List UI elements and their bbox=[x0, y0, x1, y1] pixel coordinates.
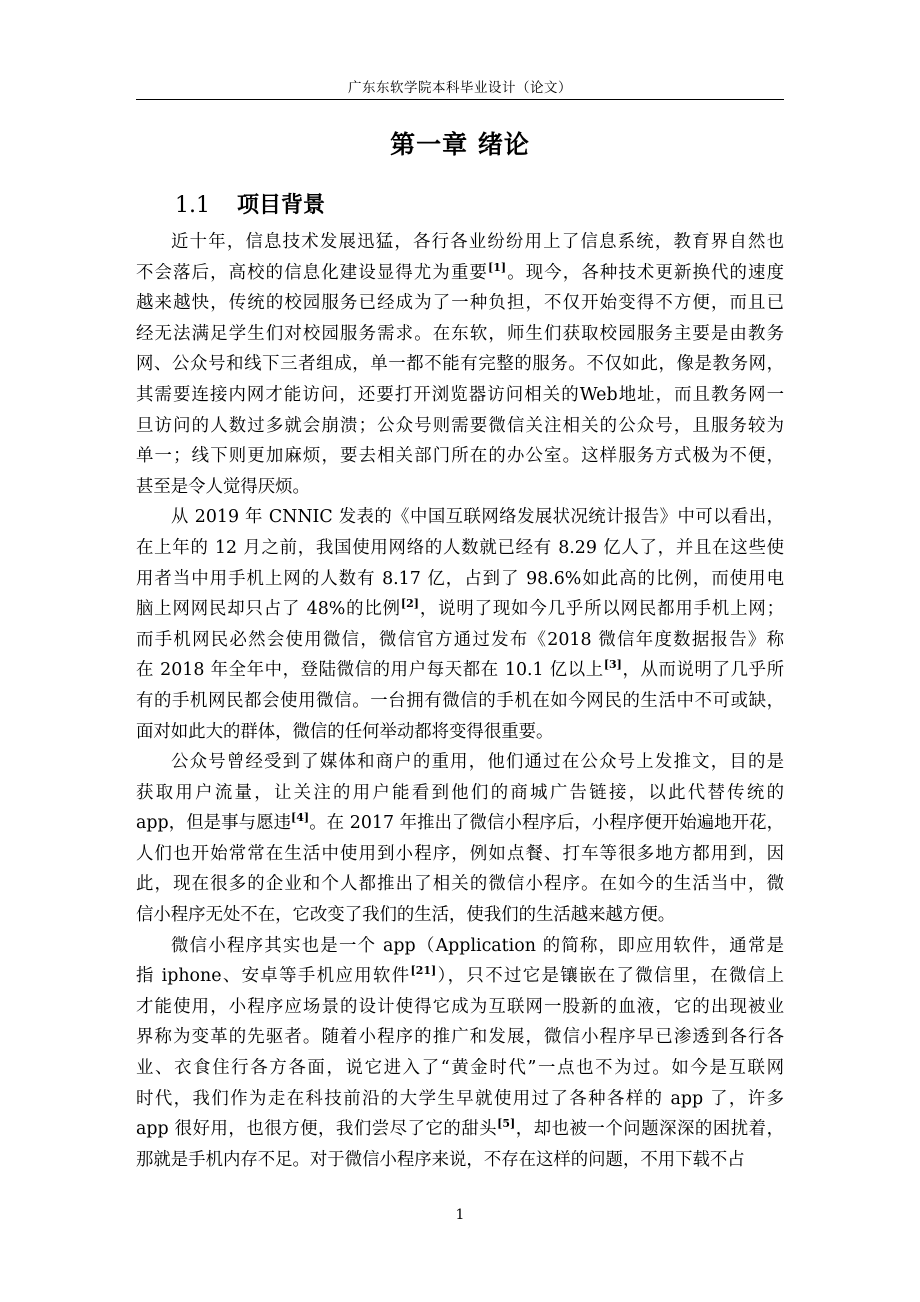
text-line bbox=[136, 411, 784, 442]
text-segment: 近十年，信息技术发展迅猛，各行各业纷纷用上了信息系统，教育界自然也 bbox=[171, 232, 784, 252]
text-segment: 甚至是令人觉得厌烦。 bbox=[136, 476, 310, 497]
paragraph bbox=[136, 502, 784, 747]
text-segment: 公众号曾经受到了媒体和商户的重用，他们通过在公众号上发推文，目的是 bbox=[171, 752, 784, 773]
text-segment: 业、衣食住行各方各面，说它进入了“黄金时代”一点也不为过。如今是互联网 bbox=[136, 1058, 784, 1079]
section-heading bbox=[175, 188, 325, 219]
text-line bbox=[136, 533, 784, 564]
text-line bbox=[136, 900, 784, 931]
text-line bbox=[136, 1022, 784, 1053]
text-segment: 。现今，各种技术更新换代的速度 bbox=[506, 262, 784, 283]
citation-ref: [1] bbox=[488, 260, 507, 274]
text-line bbox=[136, 1114, 784, 1145]
text-line bbox=[136, 227, 784, 258]
text-segment: 。在 2017 年推出了微信小程序后，小程序便开始遍地开花， bbox=[309, 813, 784, 834]
section-title: 项目背景 bbox=[237, 192, 326, 218]
citation-ref: [2] bbox=[400, 597, 419, 611]
citation-ref: [3] bbox=[603, 658, 622, 672]
text-segment: 此，现在很多的企业和个人都推出了相关的微信小程序。在如今的生活当中，微 bbox=[136, 874, 784, 895]
citation-ref: [4] bbox=[291, 811, 310, 825]
text-line bbox=[136, 625, 784, 656]
text-segment: 在 2018 年全年中，登陆微信的用户每天都在 10.1 亿以上 bbox=[136, 660, 604, 681]
text-line bbox=[136, 1053, 784, 1084]
text-segment: app，但是事与愿违 bbox=[136, 813, 292, 834]
text-line bbox=[136, 594, 784, 625]
text-line bbox=[136, 686, 784, 717]
text-line bbox=[136, 258, 784, 289]
text-line bbox=[136, 288, 784, 319]
text-segment: 旦访问的人数过多就会崩溃；公众号则需要微信关注相关的公众号，且服务较为 bbox=[136, 415, 784, 436]
text-segment: 才能使用，小程序应场景的设计使得它成为互联网一股新的血液，它的出现被业 bbox=[136, 996, 784, 1017]
text-segment: 在上年的 12 月之前，我国使用网络的人数就已经有 8.29 亿人了，并且在这些使 bbox=[136, 537, 784, 558]
text-segment: ，说明了现如今几乎所以网民都用手机上网； bbox=[418, 599, 784, 620]
text-segment: app 很好用，也很方便，我们尝尽了它的甜头 bbox=[136, 1119, 498, 1140]
page-number: 1 bbox=[455, 1207, 465, 1223]
text-segment: ，却也被一个问题深深的困扰着， bbox=[515, 1119, 784, 1140]
text-segment: 界称为变革的先驱者。随着小程序的推广和发展，微信小程序早已渗透到各行各 bbox=[136, 1027, 784, 1048]
text-line bbox=[136, 502, 784, 533]
text-segment: 其需要连接内网才能访问，还要打开浏览器访问相关的Web地址，而且教务网一 bbox=[136, 384, 784, 405]
citation-ref: [5] bbox=[497, 1117, 516, 1131]
text-line bbox=[136, 869, 784, 900]
text-segment: 从 2019 年 CNNIC 发表的《中国互联网络发展状况统计报告》中可以看出， bbox=[171, 507, 784, 528]
text-line bbox=[136, 319, 784, 350]
text-line bbox=[136, 655, 784, 686]
paragraph bbox=[136, 227, 784, 502]
page-header: 广东东软学院本科毕业设计（论文） bbox=[348, 80, 572, 96]
text-line bbox=[136, 349, 784, 380]
text-segment: 越来越快，传统的校园服务已经成为了一种负担，不仅开始变得不方便，而且已 bbox=[136, 293, 784, 314]
text-segment: 不会落后，高校的信息化建设显得尤为重要 bbox=[136, 262, 488, 283]
text-segment: 信小程序无处不在，它改变了我们的生活，使我们的生活越来越方便。 bbox=[136, 905, 676, 926]
text-segment: 人们也开始常常在生活中使用到小程序，例如点餐、打车等很多地方都用到，因 bbox=[136, 843, 784, 864]
text-segment: 用者当中用手机上网的人数有 8.17 亿，占到了 98.6%如此高的比例，而使用电 bbox=[136, 568, 784, 589]
text-segment: ），只不过它是镶嵌在了微信里，在微信上 bbox=[436, 966, 784, 987]
chapter-title: 第一章 绪论 bbox=[390, 130, 530, 159]
text-line bbox=[136, 778, 784, 809]
text-line bbox=[136, 931, 784, 962]
text-segment: 那就是手机内存不足。对于微信小程序来说，不存在这样的问题，不用下载不占 bbox=[136, 1149, 745, 1170]
text-segment: 单一；线下则更加麻烦，要去相关部门所在的办公室。这样服务方式极为不便， bbox=[136, 446, 784, 467]
text-line bbox=[136, 961, 784, 992]
text-segment: 微信小程序其实也是一个 app（Application 的简称，即应用软件，通常是 bbox=[171, 935, 784, 956]
text-line bbox=[136, 441, 784, 472]
text-segment: 而手机网民必然会使用微信，微信官方通过发布《2018 微信年度数据报告》称 bbox=[136, 629, 784, 650]
paragraph bbox=[136, 747, 784, 931]
paragraph bbox=[136, 931, 784, 1176]
text-line bbox=[136, 380, 784, 411]
text-line bbox=[136, 717, 784, 748]
text-segment: 网、公众号和线下三者组成，单一都不能有完整的服务。不仅如此，像是教务网， bbox=[136, 354, 784, 375]
text-line bbox=[136, 747, 784, 778]
header-divider bbox=[136, 99, 784, 100]
body-text bbox=[136, 227, 784, 1175]
text-segment: 时代，我们作为走在科技前沿的大学生早就使用过了各种各样的 app 了，许多 bbox=[136, 1088, 784, 1109]
text-line bbox=[136, 564, 784, 595]
text-line bbox=[136, 1084, 784, 1115]
section-number: 1.1 bbox=[175, 193, 210, 218]
text-line bbox=[136, 472, 784, 503]
text-segment: 指 iphone、安卓等手机应用软件 bbox=[136, 966, 411, 987]
text-segment: 有的手机网民都会使用微信。一台拥有微信的手机在如今网民的生活中不可或缺， bbox=[136, 690, 784, 711]
text-line bbox=[136, 808, 784, 839]
text-segment: 脑上网网民却只占了 48%的比例 bbox=[136, 599, 401, 620]
text-segment: 面对如此大的群体，微信的任何举动都将变得很重要。 bbox=[136, 721, 554, 742]
text-segment: 获取用户流量，让关注的用户能看到他们的商城广告链接，以此代替传统的 bbox=[136, 782, 784, 803]
text-segment: ，从而说明了几乎所 bbox=[621, 660, 784, 681]
citation-ref: [21] bbox=[410, 964, 437, 978]
text-segment: 经无法满足学生们对校园服务需求。在东软，师生们获取校园服务主要是由教务 bbox=[136, 323, 784, 344]
text-line bbox=[136, 839, 784, 870]
text-line bbox=[136, 1145, 784, 1176]
text-line bbox=[136, 992, 784, 1023]
